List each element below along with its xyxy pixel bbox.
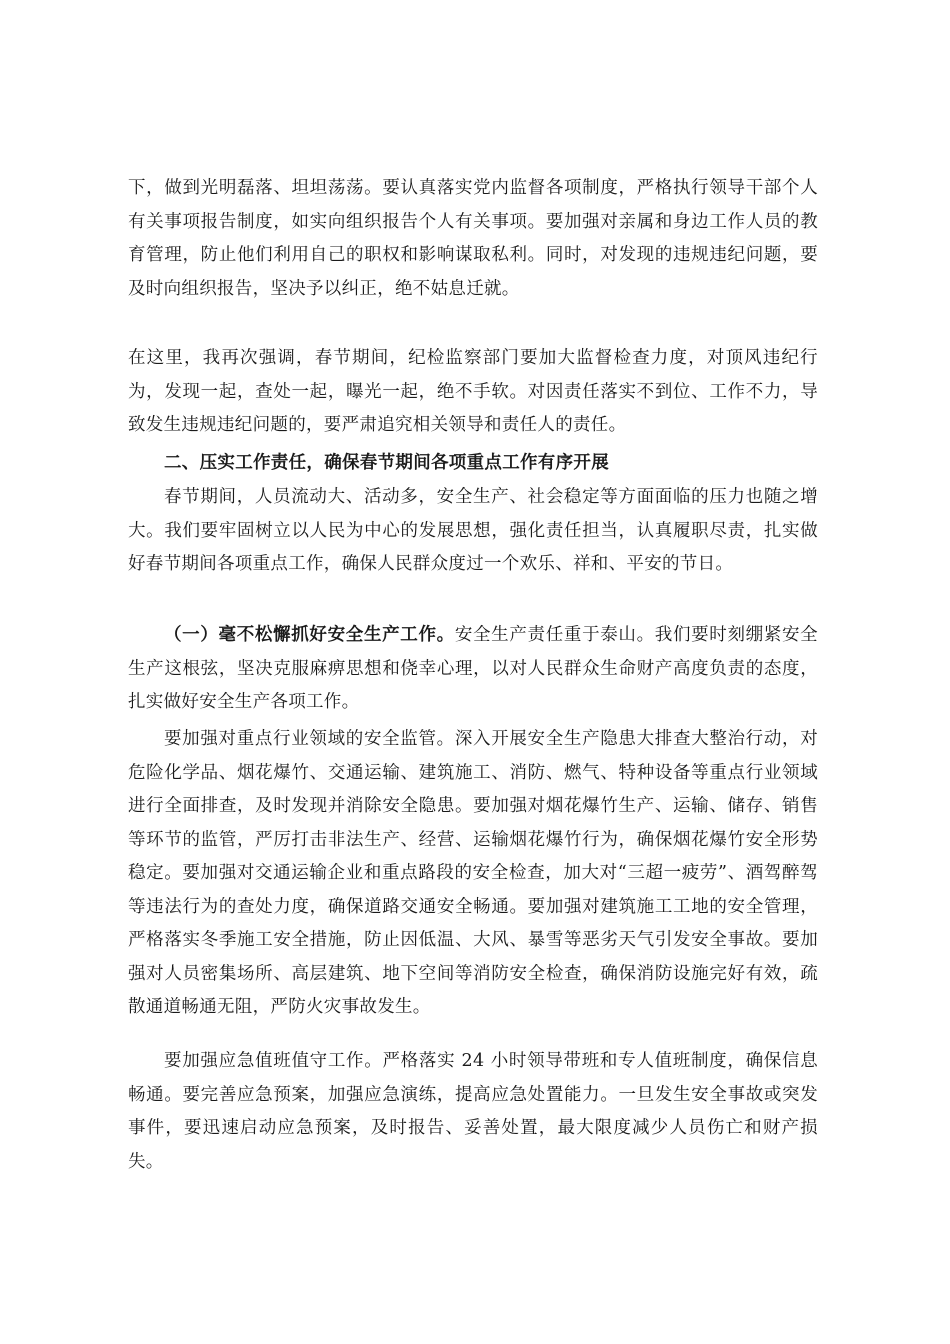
paragraph-key-industries: 要加强对重点行业领域的安全监管。深入开展安全生产隐患大排查大整治行动，对危险化学品、烟花爆竹、交通运输、建筑施工、消防、燃气、特种设备等重点行业领域进行全面排查，及时发现并消除安全隐患。要加强对烟花爆竹生产、运输、储存、销售等环节的监管，严厉打击非法生产、经营、运输烟花爆竹行为，确保烟花爆竹安全形势稳定。要加强对交通运输企业和重点路段的安全检查，加大对“三超一疲劳”、酒驾醉驾等违法行为的查处力度，确保道路交通安全畅通。要加强对建筑施工工地的安全管理，严格落实冬季施工安全措施，防止因低温、大风、暴雪等恶劣天气引发安全事故。要加强对人员密集场所、高层建筑、地下空间等消防安全检查，确保消防设施完好有效，疏散通道畅通无阻，严防火灾事故发生。: [128, 729, 818, 1017]
subsection-lead: （一）毫不松懈抓好安全生产工作。: [164, 625, 455, 645]
paragraph-spring-festival-intro: 春节期间，人员流动大、活动多，安全生产、社会稳定等方面面临的压力也随之增大。我们要牢固树立以人民为中心的发展思想，强化责任担当，认真履职尽责，扎实做好春节期间各项重点工作，确保人民群众度过一个欢乐、祥和、平安的节日。: [128, 487, 818, 574]
section-heading-2: 二、压实工作责任，确保春节期间各项重点工作有序开展: [164, 453, 609, 473]
paragraph-continued: 下，做到光明磊落、坦坦荡荡。要认真落实党内监督各项制度，严格执行领导干部个人有关事项报告制度，如实向组织报告个人有关事项。要加强对亲属和身边工作人员的教育管理，防止他们利用自己的职权和影响谋取私利。同时，对发现的违规违纪问题，要及时向组织报告，坚决予以纠正，绝不姑息迁就。: [128, 178, 818, 299]
paragraph-safety-production: [128, 619, 818, 720]
subsection-body: 安全生产责任重于泰山。我们要时刻绷紧安全生产这根弦，坚决克服麻痹思想和侥幸心理，以对人民群众生命财产高度负责的态度，扎实做好安全生产各项工作。: [128, 625, 818, 712]
paragraph-emergency-duty: 要加强应急值班值守工作。严格落实 24 小时领导带班和专人值班制度，确保信息畅通。要完善应急预案，加强应急演练，提高应急处置能力。一旦发生安全事故或突发事件，要迅速启动应急预案，及时报告、妥善处置，最大限度减少人员伤亡和财产损失。: [128, 1051, 818, 1172]
paragraph-emphasis-supervision: 在这里，我再次强调，春节期间，纪检监察部门要加大监督检查力度，对顶风违纪行为，发现一起，查处一起，曝光一起，绝不手软。对因责任落实不到位、工作不力，导致发生违规违纪问题的，要严肃追究相关领导和责任人的责任。: [128, 348, 818, 435]
